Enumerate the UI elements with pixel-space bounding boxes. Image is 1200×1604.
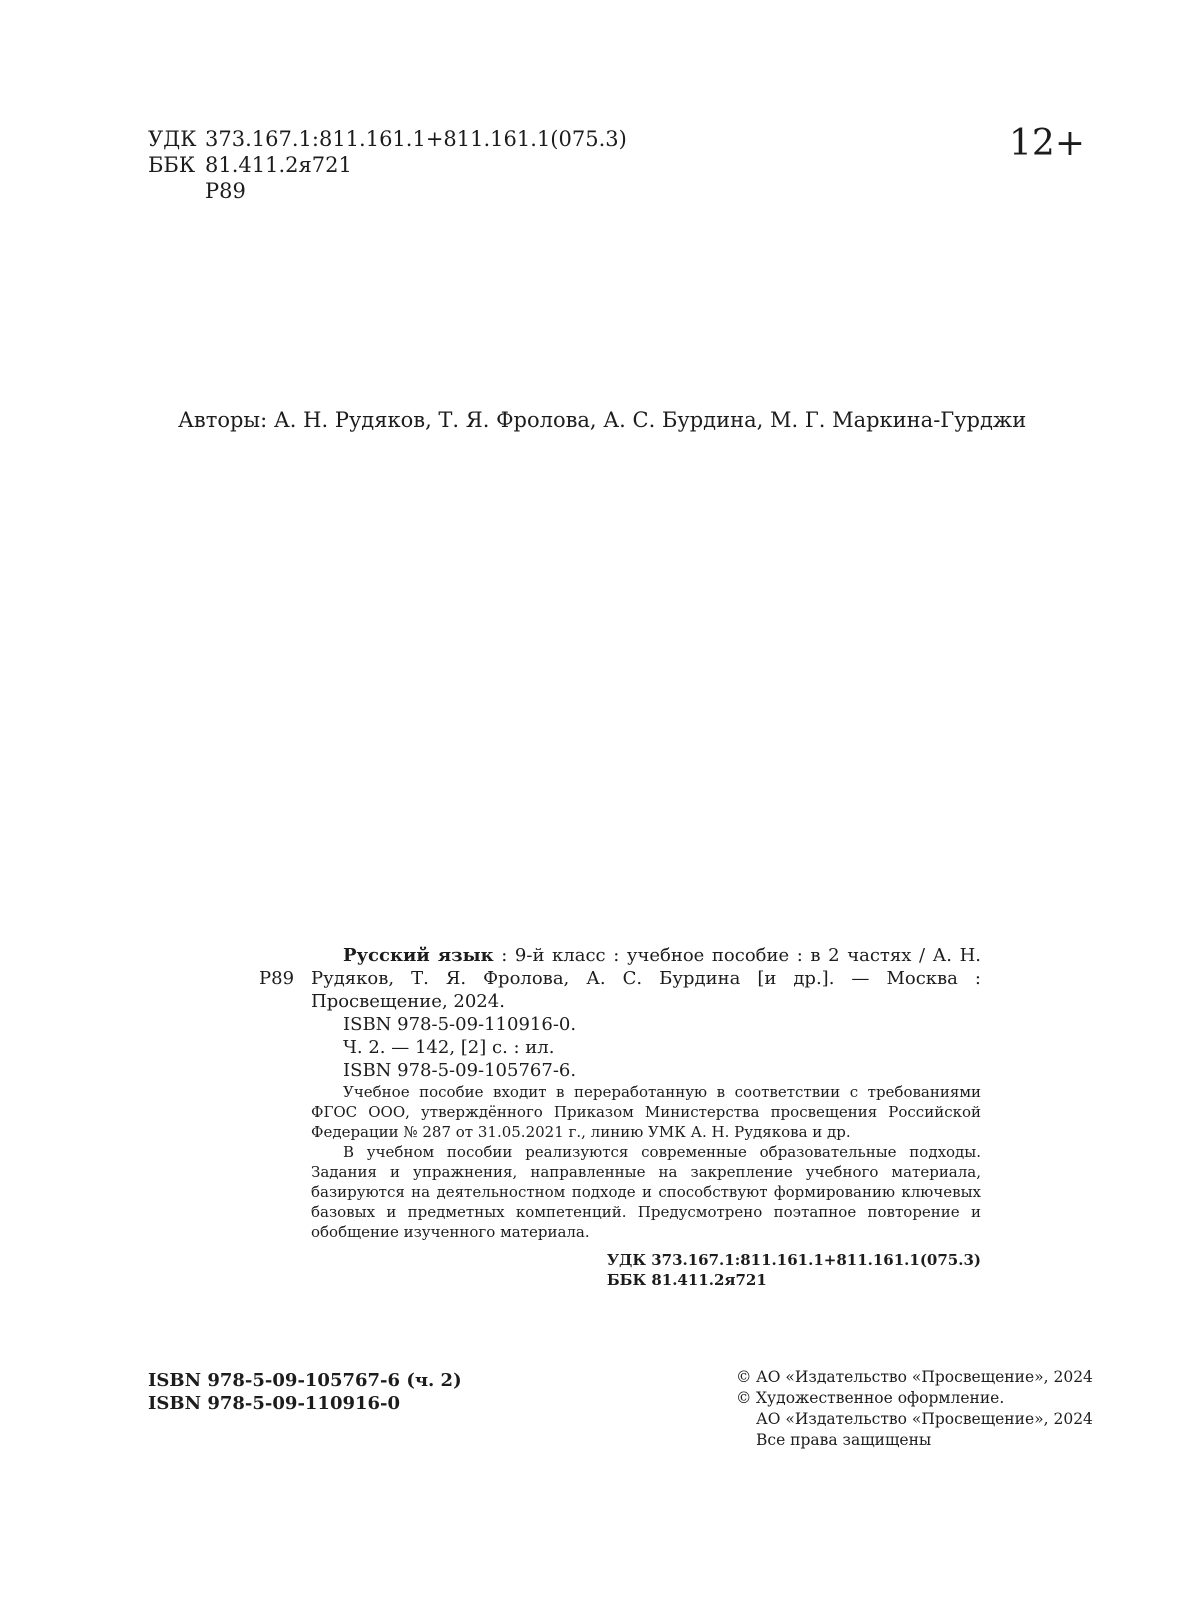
rights-reserved: Все права защищены <box>756 1431 932 1449</box>
bibliographic-description <box>311 944 981 1013</box>
catalog-card <box>311 944 981 1290</box>
catalog-index: Р89 <box>259 968 295 989</box>
annotation-paragraph-1: Учебное пособие входит в переработанную в соответствии с требованиями ФГОС ООО, утверждённого Приказом Министерства просвещения Российской Федерации № 287 от 31.05.2021 г., линию УМК А. Н. Рудякова и др. <box>311 1083 981 1141</box>
age-rating: 12+ <box>1009 123 1085 164</box>
copyright-symbol: © <box>736 1368 752 1386</box>
copyright-line-3 <box>736 1409 1093 1430</box>
author-sign-row <box>148 178 627 204</box>
bbk-row <box>148 152 627 178</box>
card-classification <box>311 1250 981 1290</box>
part-info: Ч. 2. — 142, [2] с. : ил. <box>343 1037 555 1058</box>
annotation-paragraph-2: В учебном пособии реализуются современные образовательные подходы. Задания и упражнения, направленные на закрепление учебного материала, базируются на деятельностном подходе и способствуют формированию ключевых базовых и предметных компетенций. Предусмотрено поэтапное повторение и обобщение изученного материала. <box>311 1143 981 1241</box>
isbn-part: ISBN 978-5-09-105767-6. <box>343 1060 577 1081</box>
card-bbk: ББК 81.411.2я721 <box>606 1271 767 1289</box>
author-sign: Р89 <box>205 179 246 203</box>
bbk-value: 81.411.2я721 <box>205 153 352 177</box>
copyright-line-2 <box>736 1388 1086 1409</box>
udk-row <box>148 126 627 152</box>
udk-value: 373.167.1:811.161.1+811.161.1(075.3) <box>205 127 627 151</box>
copyright-line-1 <box>736 1367 1093 1388</box>
book-title: Русский язык <box>343 945 494 966</box>
isbn-part-2: ISBN 978-5-09-105767-6 (ч. 2) <box>148 1370 462 1391</box>
rights-line <box>736 1430 1086 1451</box>
isbn-set-footer: ISBN 978-5-09-110916-0 <box>148 1393 401 1414</box>
copyright-design-publisher: АО «Издательство «Просвещение», 2024 <box>756 1410 1093 1428</box>
classification-header <box>148 126 627 204</box>
bbk-label: ББК <box>148 153 196 177</box>
copyright-publisher: АО «Издательство «Просвещение», 2024 <box>756 1368 1093 1386</box>
isbn-block <box>148 1369 462 1415</box>
copyright-symbol: © <box>736 1389 752 1407</box>
card-udk: УДК 373.167.1:811.161.1+811.161.1(075.3) <box>606 1251 981 1269</box>
udk-label: УДК <box>148 127 197 151</box>
copyright-block <box>736 1367 1093 1451</box>
authors-line: Авторы: А. Н. Рудяков, Т. Я. Фролова, А. С. Бурдина, М. Г. Маркина-Гурджи <box>178 408 1027 432</box>
isbn-set: ISBN 978-5-09-110916-0. <box>343 1014 577 1035</box>
copyright-design: Художественное оформление. <box>756 1389 1005 1407</box>
book-description: : 9-й класс : учебное пособие : в 2 частях / А. Н. Рудяков, Т. Я. Фролова, А. С. Бурдина [и др.]. — Москва : Просвещение, 2024. <box>311 945 981 1012</box>
